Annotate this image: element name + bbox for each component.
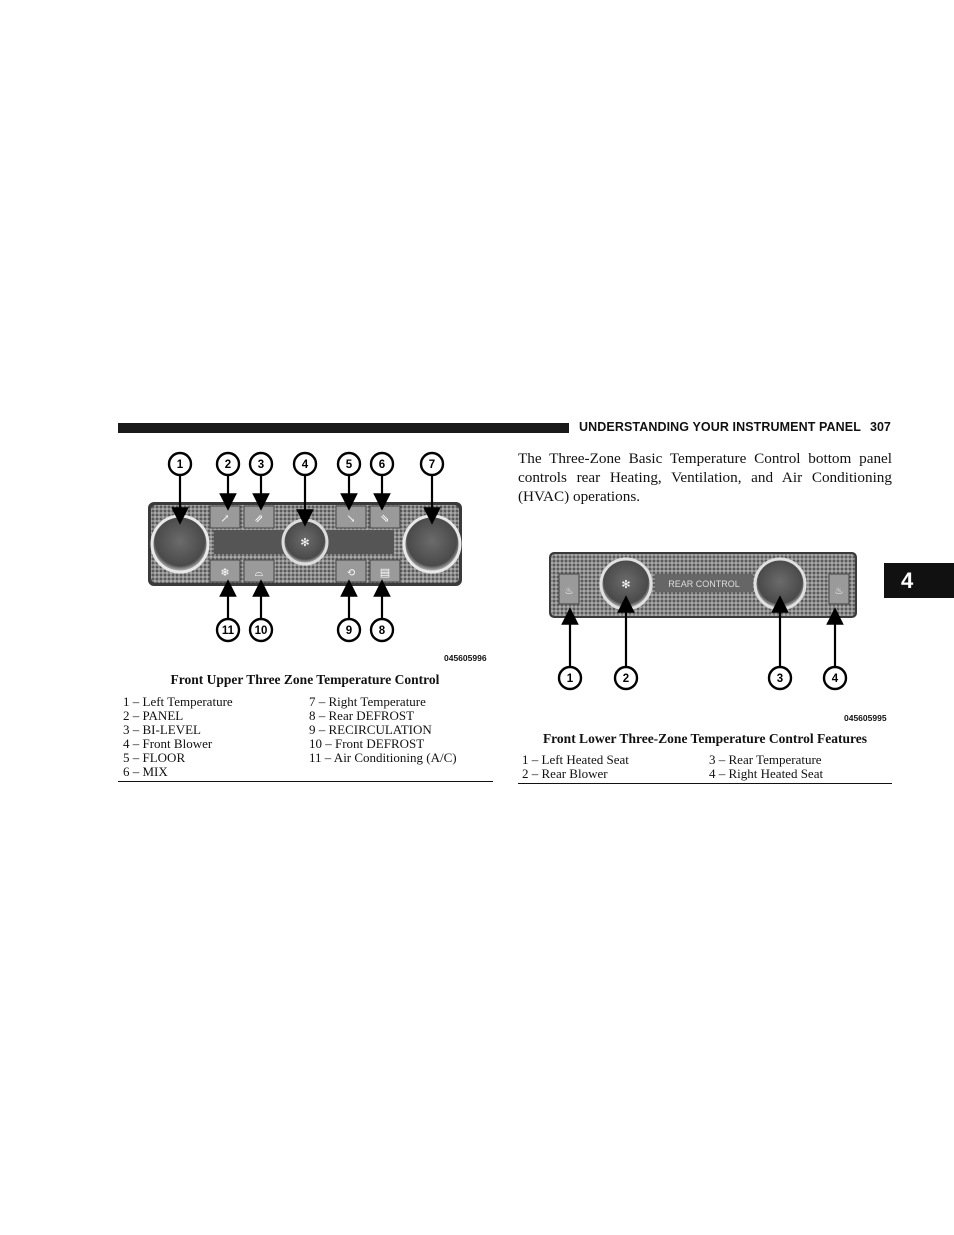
legend-item: 4 – Right Heated Seat — [709, 766, 824, 781]
figure-lower-bottom-rule — [518, 783, 892, 784]
legend-item: 11 – Air Conditioning (A/C) — [309, 750, 457, 765]
left-temperature-knob[interactable] — [152, 516, 208, 572]
svg-text:3: 3 — [257, 459, 265, 471]
snowflake-icon: ❄ — [220, 567, 230, 579]
panel-vent-icon: ↗ — [220, 513, 230, 525]
svg-text:3: 3 — [776, 673, 784, 685]
callout-6 — [371, 453, 393, 475]
callout-2 — [615, 667, 637, 689]
figure-lower-legend — [522, 753, 892, 783]
figure-lower-control-panel — [545, 548, 861, 694]
legend-item: 1 – Left Temperature — [123, 694, 233, 709]
callout-3 — [769, 667, 791, 689]
right-temperature-knob[interactable] — [404, 516, 460, 572]
floor-vent-icon: ↘ — [346, 513, 356, 525]
bi-level-vent-icon: ⇗ — [254, 513, 264, 525]
header-rule-bar — [118, 423, 569, 433]
svg-text:6: 6 — [378, 459, 386, 471]
front-defrost-icon: ⌓ — [254, 567, 264, 579]
callout-11 — [217, 619, 239, 641]
figure-upper-caption: Front Upper Three Zone Temperature Control — [170, 672, 440, 687]
rear-defrost-icon: ▤ — [379, 567, 391, 579]
heated-seat-icon: ♨ — [834, 586, 844, 597]
svg-text:1: 1 — [176, 459, 184, 471]
chapter-tab: 4 — [884, 563, 954, 598]
callout-4 — [294, 453, 316, 475]
running-header-title: UNDERSTANDING YOUR INSTRUMENT PANEL — [579, 420, 861, 434]
rear-temperature-knob[interactable] — [755, 559, 805, 609]
legend-lower-right-column — [709, 753, 823, 781]
callout-7 — [421, 453, 443, 475]
heated-seat-icon: ♨ — [564, 586, 574, 597]
fan-icon: ✻ — [621, 579, 631, 591]
figure-lower-caption: Front Lower Three-Zone Temperature Control Features — [542, 731, 868, 746]
callout-2 — [217, 453, 239, 475]
legend-item: 3 – Rear Temperature — [709, 752, 822, 767]
callout-1 — [559, 667, 581, 689]
callout-9 — [338, 619, 360, 641]
svg-text:5: 5 — [345, 459, 353, 471]
legend-item: 2 – Rear Blower — [522, 766, 608, 781]
callout-1 — [169, 453, 191, 475]
legend-item: 10 – Front DEFROST — [309, 736, 425, 751]
lower-hvac-panel — [549, 552, 857, 618]
legend-item: 4 – Front Blower — [123, 736, 213, 751]
legend-item: 2 – PANEL — [123, 708, 184, 723]
svg-text:10: 10 — [254, 625, 268, 637]
callout-10 — [250, 619, 272, 641]
svg-text:9: 9 — [345, 625, 353, 637]
fan-icon: ✻ — [300, 537, 310, 549]
svg-text:2: 2 — [224, 459, 232, 471]
mix-vent-icon: ⇘ — [380, 513, 390, 525]
figure-upper-control-panel — [140, 450, 490, 645]
legend-lower-left-column — [522, 753, 629, 781]
svg-text:1: 1 — [566, 673, 574, 685]
svg-text:4: 4 — [831, 673, 839, 685]
legend-item: 1 – Left Heated Seat — [522, 752, 629, 767]
legend-upper-left-column — [123, 695, 233, 779]
figure-upper-legend — [123, 695, 493, 781]
legend-upper-right-column — [309, 695, 457, 765]
figure-upper-code: 045605996 — [444, 653, 487, 663]
svg-text:11: 11 — [221, 625, 235, 637]
legend-item: 3 – BI-LEVEL — [123, 722, 201, 737]
legend-item: 7 – Right Temperature — [309, 694, 426, 709]
legend-item: 8 – Rear DEFROST — [309, 708, 415, 723]
callout-4 — [824, 667, 846, 689]
svg-text:4: 4 — [301, 459, 309, 471]
callout-3 — [250, 453, 272, 475]
body-paragraph: The Three-Zone Basic Temperature Control bottom panel controls rear Heating, Ventilation, and Air Conditioning (HVAC) operations. — [518, 450, 892, 505]
lower-callouts — [559, 667, 846, 689]
svg-text:8: 8 — [378, 625, 386, 637]
page-number: 307 — [870, 420, 891, 434]
svg-text:7: 7 — [428, 459, 436, 471]
rear-control-label: REAR CONTROL — [668, 579, 740, 589]
legend-item: 6 – MIX — [123, 764, 168, 779]
callout-8 — [371, 619, 393, 641]
callout-5 — [338, 453, 360, 475]
legend-item: 5 – FLOOR — [123, 750, 186, 765]
recirculation-icon: ⟲ — [346, 567, 356, 579]
figure-lower-code: 045605995 — [844, 713, 887, 723]
legend-item: 9 – RECIRCULATION — [309, 722, 432, 737]
figure-upper-bottom-rule — [118, 781, 493, 782]
svg-text:2: 2 — [622, 673, 630, 685]
